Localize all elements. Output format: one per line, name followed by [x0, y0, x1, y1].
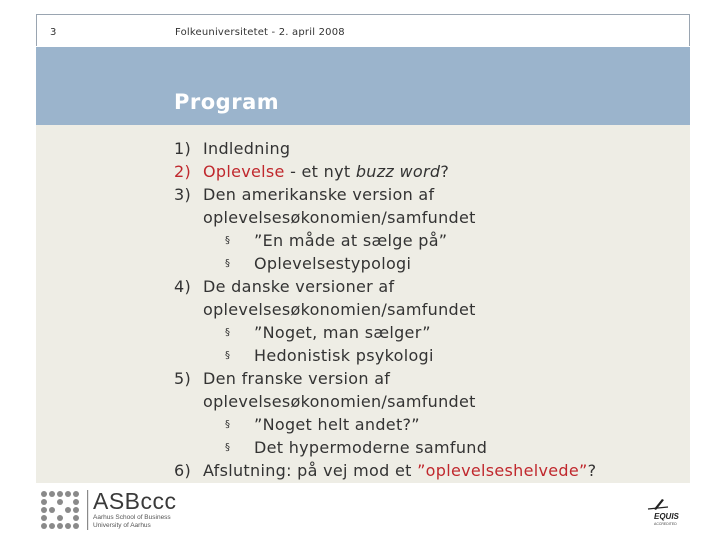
list-item-3 — [174, 184, 684, 207]
item-number: 3) — [174, 185, 192, 204]
item-number: 2) — [174, 162, 192, 181]
sub-item — [174, 322, 684, 345]
item-text — [203, 161, 449, 184]
title-band — [36, 47, 690, 125]
bullet-icon: § — [225, 327, 231, 338]
item-text-mid: - et nyt — [284, 162, 356, 181]
item-text-end: ? — [587, 461, 597, 480]
item-number: 4) — [174, 277, 192, 296]
list-item-1 — [174, 138, 684, 161]
item-number: 6) — [174, 461, 192, 480]
sub-item-text: Oplevelsestypologi — [254, 254, 412, 273]
bullet-icon: § — [225, 235, 231, 246]
item-number: 5) — [174, 369, 192, 388]
item-text-line2: oplevelsesøkonomien/samfundet — [203, 300, 476, 319]
header-frame — [36, 14, 690, 46]
sub-item-text: ”Noget helt andet?” — [254, 415, 420, 434]
sub-item — [174, 253, 684, 276]
slide-title: Program — [174, 90, 280, 114]
item-text-line1: Den amerikanske version af — [203, 185, 435, 204]
list-item-3-cont — [174, 207, 684, 230]
program-list — [174, 138, 684, 483]
bullet-icon: § — [225, 419, 231, 430]
list-item-5-cont — [174, 391, 684, 414]
list-item-5 — [174, 368, 684, 391]
asb-logo-text: ASBccc — [93, 488, 177, 514]
list-item-2 — [174, 161, 684, 184]
item-text: Indledning — [203, 139, 291, 158]
sub-item — [174, 230, 684, 253]
list-item-6 — [174, 460, 684, 483]
equis-logo-subtitle: ACCREDITED — [654, 522, 677, 526]
item-text-highlight: Oplevelse — [203, 162, 285, 181]
item-text-line1: Den franske version af — [203, 369, 391, 388]
header-text: Folkeuniversitetet - 2. april 2008 — [175, 27, 345, 38]
sub-item-text: ”En måde at sælge på” — [254, 231, 448, 250]
bullet-icon: § — [225, 350, 231, 361]
equis-logo-text: EQUIS — [654, 512, 679, 521]
item-text-highlight: ”oplevelseshelvede” — [417, 461, 588, 480]
list-item-4-cont — [174, 299, 684, 322]
sub-item — [174, 414, 684, 437]
sub-item — [174, 345, 684, 368]
item-text-end: ? — [440, 162, 450, 181]
item-text-line2: oplevelsesøkonomien/samfundet — [203, 208, 476, 227]
item-text-line1: De danske versioner af — [203, 277, 395, 296]
list-item-4 — [174, 276, 684, 299]
asb-logo-subtitle: University of Aarhus — [93, 522, 151, 529]
item-number: 1) — [174, 139, 192, 158]
item-text-line2: oplevelsesøkonomien/samfundet — [203, 392, 476, 411]
slide-number: 3 — [50, 27, 57, 38]
item-text — [203, 460, 596, 483]
sub-item-text: ”Noget, man sælger” — [254, 323, 431, 342]
bullet-icon: § — [225, 442, 231, 453]
asb-logo-subtitle: Aarhus School of Business — [93, 514, 171, 521]
sub-item-text: Hedonistisk psykologi — [254, 346, 434, 365]
sub-item — [174, 437, 684, 460]
item-text-italic: buzz word — [355, 162, 441, 181]
bullet-icon: § — [225, 258, 231, 269]
item-text-start: Afslutning: på vej mod et — [203, 461, 418, 480]
sub-item-text: Det hypermoderne samfund — [254, 438, 488, 457]
